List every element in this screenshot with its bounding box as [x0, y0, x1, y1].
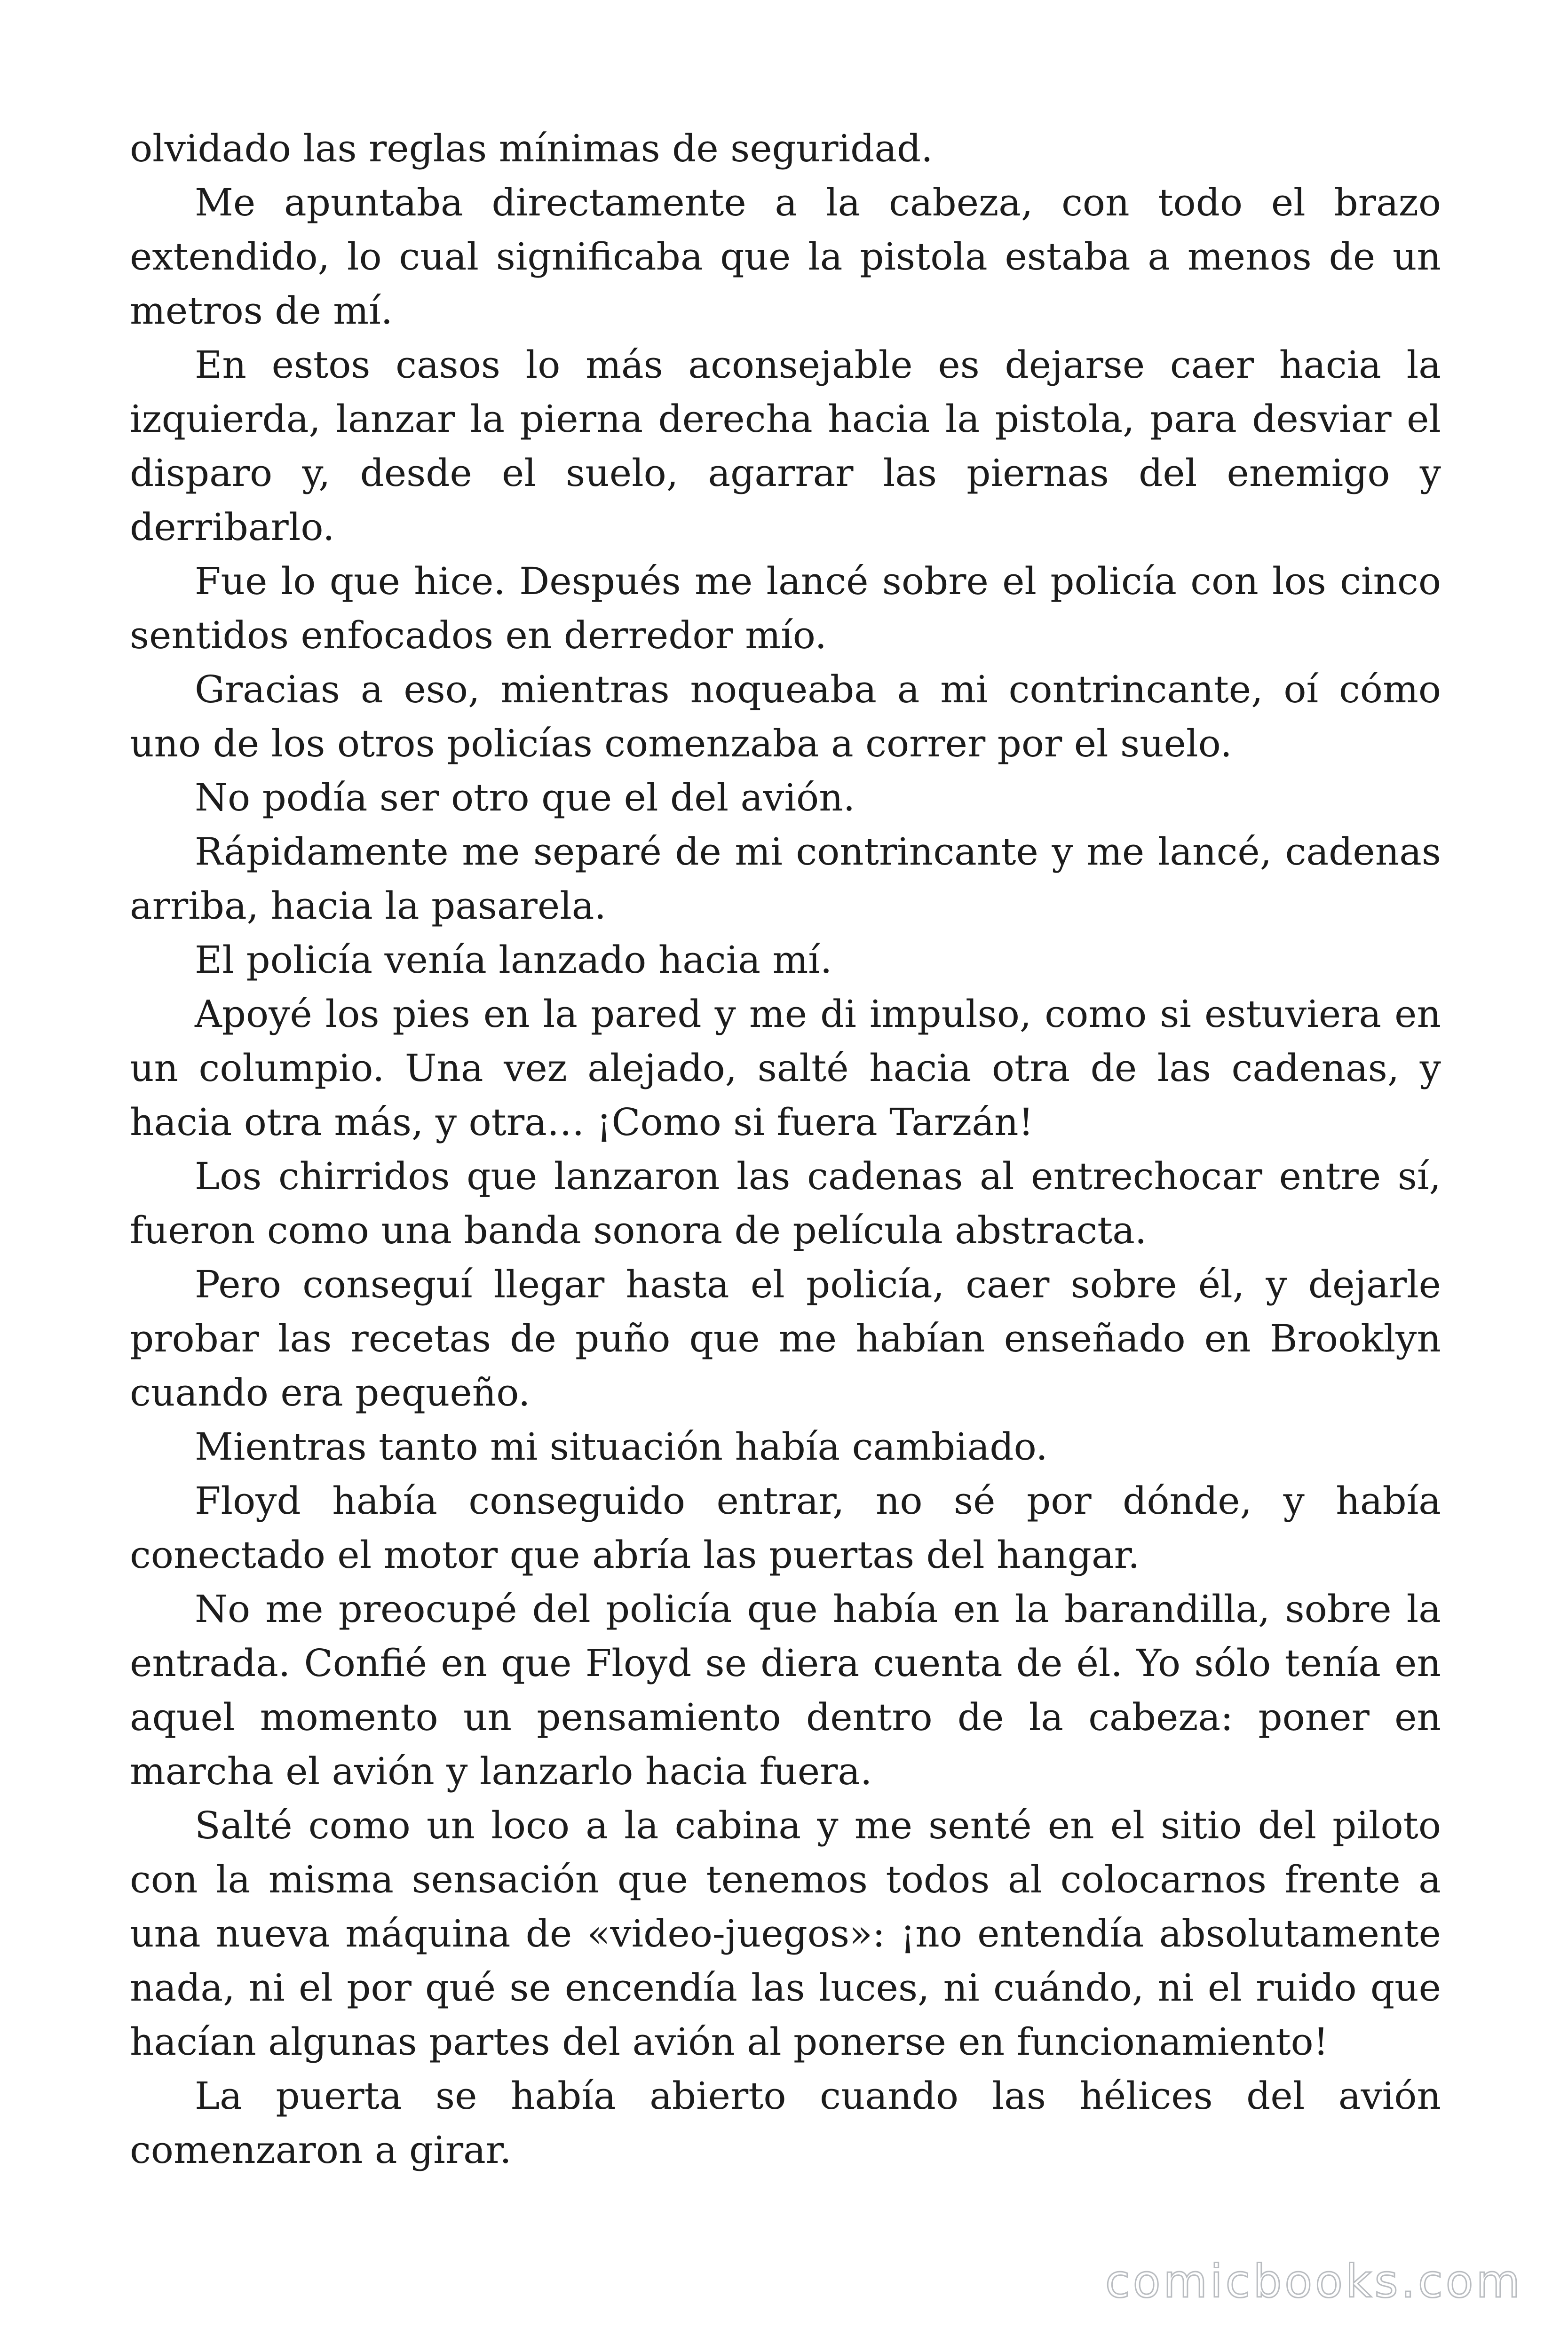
paragraph-4: Fue lo que hice. Después me lancé sobre el policía con los cinco sentidos enfocados en derredor mío. — [130, 559, 1441, 657]
paragraph-8: El policía venía lanzado hacia mí. — [195, 938, 832, 982]
paragraph-7: Rápidamente me separé de mi contrincante y me lancé, cadenas arriba, hacia la pasarela. — [130, 830, 1441, 928]
paragraph-3: En estos casos lo más aconsejable es dejarse caer hacia la izquierda, lanzar la pierna derecha hacia la pistola, para desviar el disparo y, desde el suelo, agarrar las piernas del enemigo y derribarlo. — [130, 343, 1441, 549]
paragraph-10: Los chirridos que lanzaron las cadenas al entrechocar entre sí, fueron como una banda sonora de película abstracta. — [130, 1154, 1441, 1252]
paragraph-11: Pero conseguí llegar hasta el policía, caer sobre él, y dejarle probar las recetas de puño que me habían enseñado en Brooklyn cuando era pequeño. — [130, 1263, 1441, 1414]
paragraph-14: No me preocupé del policía que había en la barandilla, sobre la entrada. Confié en que Floyd se diera cuenta de él. Yo sólo tenía en aquel momento un pensamiento dentro de la cabeza: poner en marcha el avión y lanzarlo hacia fuera. — [130, 1587, 1441, 1793]
watermark: comicbooks.com — [1105, 2255, 1523, 2308]
paragraph-2: Me apuntaba directamente a la cabeza, con todo el brazo extendido, lo cual significaba que la pistola estaba a menos de un metros de mí. — [130, 181, 1441, 333]
paragraph-12: Mientras tanto mi situación había cambiado. — [195, 1425, 1048, 1469]
paragraph-6: No podía ser otro que el del avión. — [195, 776, 855, 819]
paragraph-9: Apoyé los pies en la pared y me di impulso, como si estuviera en un columpio. Una vez alejado, salté hacia otra de las cadenas, y hacia otra más, y otra… ¡Como si fuera Tarzán! — [130, 992, 1441, 1144]
paragraph-13: Floyd había conseguido entrar, no sé por dónde, y había conectado el motor que abría las puertas del hangar. — [130, 1479, 1441, 1577]
paragraph-16: La puerta se había abierto cuando las hélices del avión comenzaron a girar. — [130, 2074, 1441, 2172]
paragraph-15: Salté como un loco a la cabina y me senté en el sitio del piloto con la misma sensación que tenemos todos al colocarnos frente a una nueva máquina de «video-juegos»: ¡no entendía absolutamente nada, ni el por qué se encendía las luces, ni cuándo, ni el ruido que hacían algunas partes del avión al ponerse en funcionamiento! — [130, 1804, 1441, 2064]
paragraph-5: Gracias a eso, mientras noqueaba a mi contrincante, oí cómo uno de los otros policías comenzaba a correr por el suelo. — [130, 667, 1441, 765]
paragraph-1: olvidado las reglas mínimas de seguridad. — [130, 127, 933, 170]
page-text — [130, 121, 1441, 2177]
